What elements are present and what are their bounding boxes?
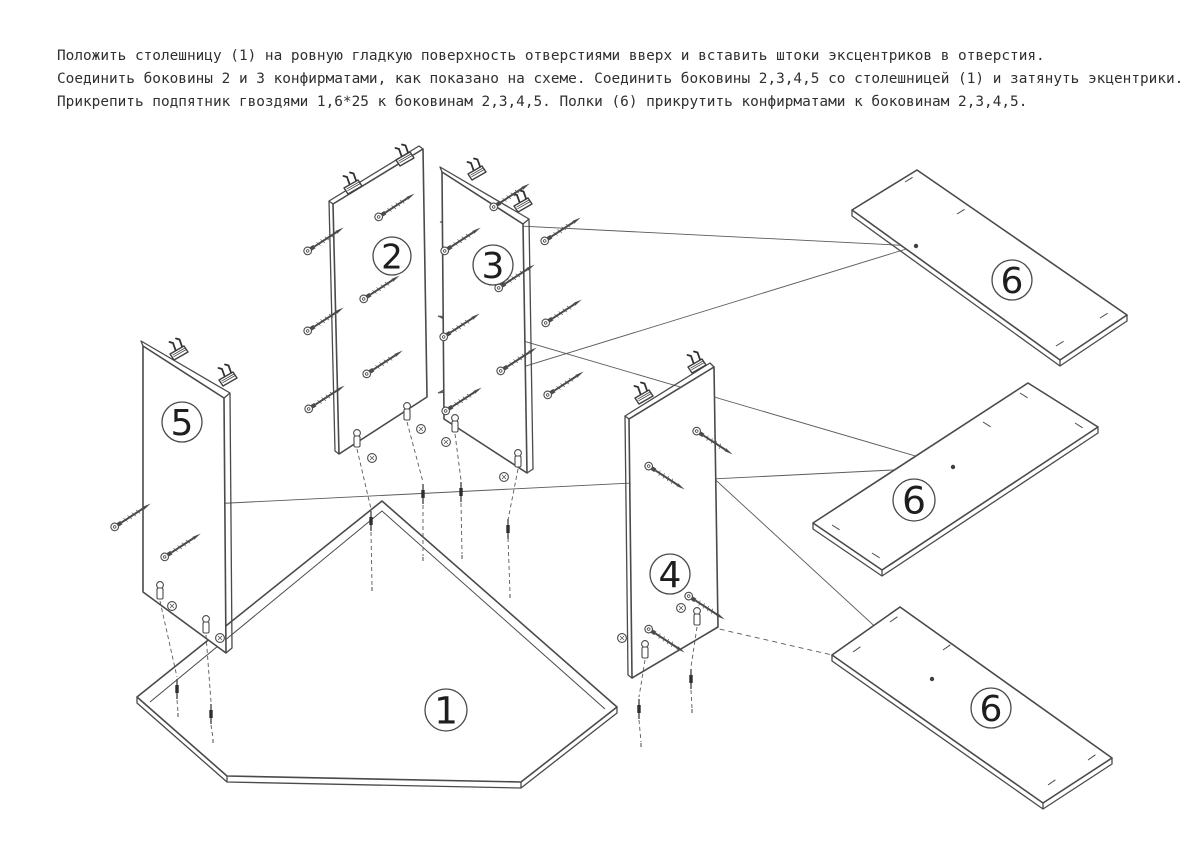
svg-text:6: 6 <box>901 478 927 523</box>
panel-2 <box>329 146 427 454</box>
panel-4 <box>625 363 718 678</box>
svg-text:1: 1 <box>433 688 459 733</box>
svg-text:6: 6 <box>1000 260 1024 302</box>
instruction-line-3: Прикрепить подпятник гвоздями 1,6*25 к боковинам 2,3,4,5. Полки (6) прикрутить конфирматами к боковинам 2,3,4,5. <box>57 94 1028 110</box>
instruction-line-2: Соединить боковины 2 и 3 конфирматами, как показано на схеме. Соединить боковины 2,3,4,5 со столешницей (1) и затянуть экцентрики. <box>57 71 1184 87</box>
instruction-line-1: Положить столешницу (1) на ровную гладкую поверхность отверстиями вверх и вставить штоки эксцентриков в отверстия. <box>57 48 1045 64</box>
connection-point <box>930 677 934 681</box>
svg-text:3: 3 <box>481 245 505 287</box>
connection-point <box>951 465 955 469</box>
svg-text:6: 6 <box>979 688 1003 730</box>
svg-text:5: 5 <box>170 402 194 444</box>
cam-pin-icons <box>170 145 707 405</box>
shelf-6-top <box>852 170 1127 366</box>
panel-5 <box>141 341 232 653</box>
svg-text:2: 2 <box>381 237 403 278</box>
connection-point <box>914 244 918 248</box>
shelf-6-middle <box>813 383 1098 576</box>
svg-text:4: 4 <box>658 554 682 596</box>
